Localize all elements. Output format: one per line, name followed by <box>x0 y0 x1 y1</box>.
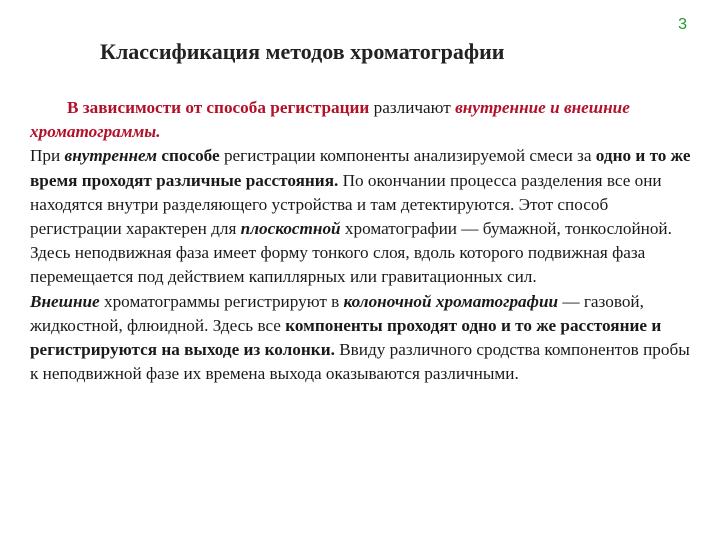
paragraph-external <box>30 290 702 387</box>
external-term: Внешние <box>30 291 100 311</box>
external-text-2: — газовой, жидкостной, флюидной. Здесь все <box>30 291 644 335</box>
paragraph-internal <box>30 144 702 289</box>
planar-term: плоскостной <box>240 219 341 239</box>
internal-text-3: регистрации компоненты анализируемой смеси за <box>219 146 596 166</box>
internal-text-5: хроматографии — бумажной, тонкослойной. Здесь неподвижная фаза имеет форму тонкого слоя, вдоль которого подвижная фаза перемещается под действием капиллярных или гравитационных сил. <box>30 219 672 287</box>
page-title: Классификация методов хроматографии <box>100 39 505 64</box>
paragraph-registration <box>30 96 702 144</box>
body-text <box>30 96 702 386</box>
internal-text-4: По окончании процесса разделения все они находятся внутри разделяющего устройства и там детектируются. Этот способ регистрации характерен для <box>30 170 662 239</box>
registration-types: внутренние и внешние хроматограммы. <box>30 98 630 142</box>
registration-mid: различают <box>369 98 456 117</box>
external-text-3: Ввиду различного сродства компонентов пробы к неподвижной фазе их времена выхода оказываются различными. <box>30 340 690 384</box>
internal-key-statement: одно и то же время проходят различные расстояния. <box>30 146 691 190</box>
external-text-1: хроматограммы регистрируют в <box>99 291 344 311</box>
external-key-statement: компоненты проходят одно и то же расстояние и регистрируются на выходе из колонки. <box>30 315 662 360</box>
internal-method: способе <box>161 146 220 166</box>
internal-term: внутреннем <box>64 146 158 166</box>
internal-text-1: При <box>30 146 65 166</box>
column-chromatography-term: колоночной хроматографии <box>343 291 559 311</box>
slide-number: 3 <box>678 16 687 33</box>
registration-lead: В зависимости от способа регистрации <box>67 98 370 117</box>
